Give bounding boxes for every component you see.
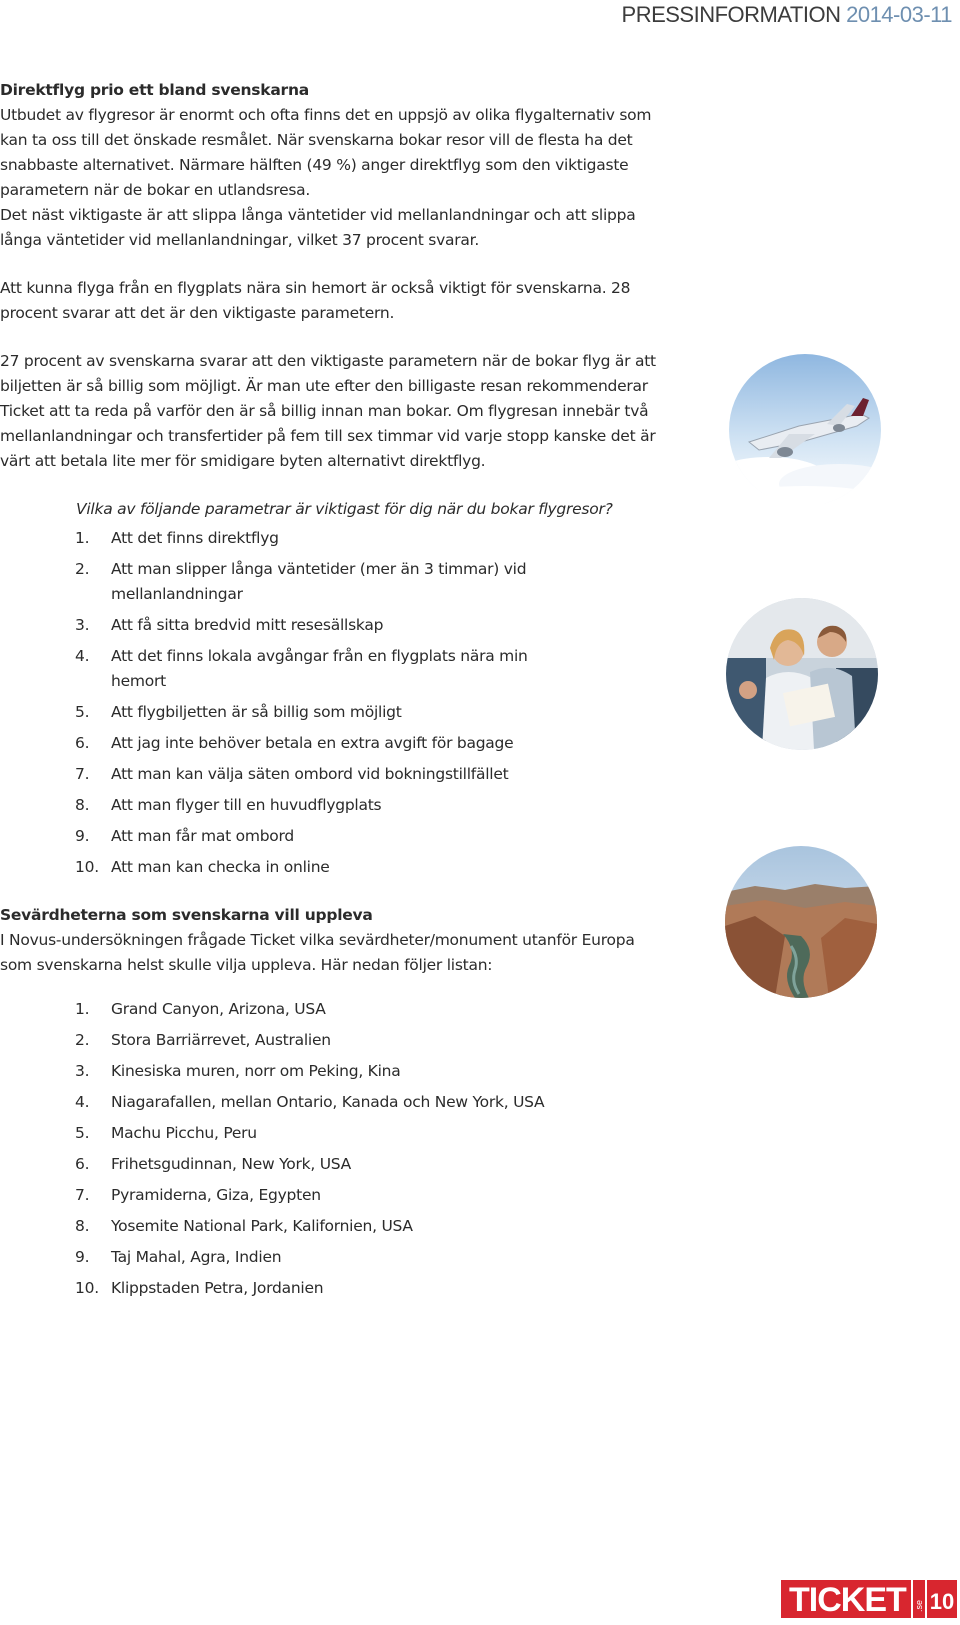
list-item-number: 3. [75, 616, 90, 634]
list-item-text: Att man flyger till en huvudflygplats [111, 796, 382, 814]
parameter-list [0, 526, 668, 880]
list-item-text: Niagarafallen, mellan Ontario, Kanada och New York, USA [111, 1093, 545, 1111]
list-item [0, 793, 668, 818]
list-item [0, 1090, 668, 1115]
list-item [0, 1028, 668, 1053]
list-item-text: Grand Canyon, Arizona, USA [111, 1000, 326, 1018]
list-item-number: 6. [75, 1155, 90, 1173]
list-item-number: 5. [75, 703, 90, 721]
list-item [0, 526, 668, 551]
sights-list [0, 997, 668, 1301]
list-item [0, 824, 668, 849]
list-item-text: Att man kan välja säten ombord vid bokningstillfället [111, 765, 509, 783]
list-item-text: Frihetsgudinnan, New York, USA [111, 1155, 352, 1173]
sights-list-container [0, 997, 668, 1307]
paragraph: 27 procent av svenskarna svarar att den viktigaste parametern när de bokar flyg är att biljetten är så billig som möjligt. Är man ute efter den billigaste resan rekommenderar Ticket att ta reda på varför den är så billig innan man bokar. Om flygresan innebär två mellanlandningar och transfertider på fem till sex timmar vid varje stopp kanske det är värt att betala lite mer för smidigare byten alternativt direktflyg. [0, 352, 656, 470]
list-item-number: 6. [75, 734, 90, 752]
list-item [0, 613, 668, 638]
list-item-number: 10. [75, 858, 99, 876]
list-item-text: Att flygbiljetten är så billig som möjligt [111, 703, 402, 721]
page-header [622, 2, 952, 28]
list-item [0, 731, 668, 756]
list-item [0, 557, 668, 607]
list-item [0, 1276, 668, 1301]
paragraph: Att kunna flyga från en flygplats nära sin hemort är också viktigt för svenskarna. 28 procent svarar att det är den viktigaste parametern. [0, 279, 631, 322]
list-item-number: 9. [75, 827, 90, 845]
header-label: PRESSINFORMATION [621, 2, 841, 27]
list-item [0, 1183, 668, 1208]
list-item-number: 2. [75, 560, 90, 578]
paragraph: Det näst viktigaste är att slippa långa väntetider vid mellanlandningar och att slippa långa väntetider vid mellanlandningar, vilket 37 procent svarar. [0, 206, 636, 249]
airplane-image [729, 354, 881, 506]
list-item-number: 7. [75, 1186, 90, 1204]
list-item-text: Yosemite National Park, Kalifornien, USA [111, 1217, 413, 1235]
list-item-number: 8. [75, 1217, 90, 1235]
list-item-text: Pyramiderna, Giza, Egypten [111, 1186, 321, 1204]
list-item [0, 1214, 668, 1239]
logo-suffix: .se [914, 1599, 924, 1612]
list-item-text: Klippstaden Petra, Jordanien [111, 1279, 324, 1297]
section-heading: Sevärdheterna som svenskarna vill uppleva [0, 906, 373, 924]
list-item-text: Att få sitta bredvid mitt resesällskap [111, 616, 384, 634]
list-item-text: Taj Mahal, Agra, Indien [111, 1248, 282, 1266]
page-number: 10 [929, 1589, 955, 1614]
header-date: 2014-03-11 [846, 2, 952, 27]
list-item-number: 9. [75, 1248, 90, 1266]
grand-canyon-photo [725, 846, 877, 998]
list-item-text: Att man får mat ombord [111, 827, 294, 845]
paragraph: I Novus-undersökningen frågade Ticket vilka sevärdheter/monument utanför Europa som svenskarna helst skulle vilja uppleva. Här nedan följer listan: [0, 931, 635, 974]
list-item-text: Att man kan checka in online [111, 858, 330, 876]
paragraph: Utbudet av flygresor är enormt och ofta finns det en uppsjö av olika flygalternativ som kan ta oss till det önskade resmålet. När svenskarna bokar resor vill de flesta ha det snabbaste alternativet. Närmare hälften (49 %) anger direktflyg som den viktigaste parametern när de bokar en utlandsresa. [0, 106, 652, 199]
passengers-photo [726, 598, 878, 750]
list-item [0, 700, 668, 725]
list-item-number: 2. [75, 1031, 90, 1049]
airplane-photo [729, 354, 881, 506]
list-item [0, 1152, 668, 1177]
logo-text: TICKET [789, 1581, 906, 1619]
list-item [0, 1059, 668, 1084]
list-item-number: 4. [75, 647, 90, 665]
list-item-number: 1. [75, 1000, 90, 1018]
list-item [0, 997, 668, 1022]
list-item-text: Stora Barriärrevet, Australien [111, 1031, 331, 1049]
list-item-number: 10. [75, 1279, 99, 1297]
list-item [0, 1245, 668, 1270]
list-item-number: 4. [75, 1093, 90, 1111]
survey-question: Vilka av följande parametrar är viktigast för dig när du bokar flygresor? [76, 500, 613, 518]
passengers-image [726, 598, 878, 750]
list-item-number: 8. [75, 796, 90, 814]
section-sights [0, 903, 668, 978]
list-item-text: Machu Picchu, Peru [111, 1124, 257, 1142]
list-item [0, 1121, 668, 1146]
list-item-number: 1. [75, 529, 90, 547]
canyon-image [725, 846, 877, 998]
list-item-text: Att man slipper långa väntetider (mer än 3 timmar) vid mellanlandningar [111, 560, 527, 603]
list-item [0, 762, 668, 787]
list-item [0, 644, 668, 694]
list-item-text: Att jag inte behöver betala en extra avgift för bagage [111, 734, 514, 752]
list-item-number: 3. [75, 1062, 90, 1080]
list-item-text: Att det finns lokala avgångar från en flygplats nära min hemort [111, 647, 528, 690]
section-heading: Direktflyg prio ett bland svenskarna [0, 81, 309, 99]
list-item-text: Kinesiska muren, norr om Peking, Kina [111, 1062, 401, 1080]
list-item-text: Att det finns direktflyg [111, 529, 279, 547]
ticket-logo [781, 1578, 957, 1620]
list-item [0, 855, 668, 880]
section-direct-flights [0, 78, 668, 886]
list-item-number: 5. [75, 1124, 90, 1142]
list-item-number: 7. [75, 765, 90, 783]
